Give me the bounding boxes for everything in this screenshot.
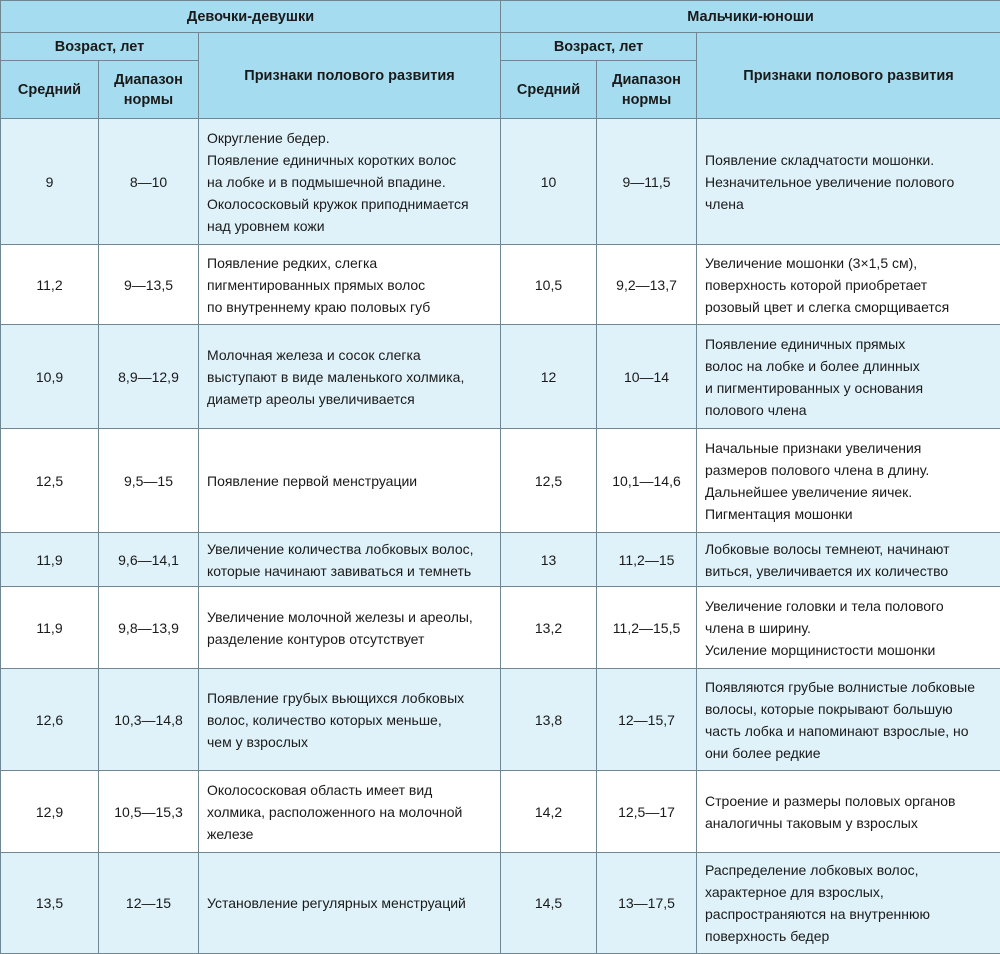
girls-signs-cell — [199, 245, 501, 325]
sign-line: размеров полового члена в длину. — [705, 459, 994, 481]
sign-line: Увеличение количества лобковых волос, — [207, 538, 494, 560]
boys-mean-cell: 13,2 — [501, 587, 597, 669]
sign-line: характерное для взрослых, — [705, 881, 994, 903]
boys-range-cell: 10—14 — [597, 325, 697, 429]
sign-line: Округление бедер. — [207, 127, 494, 149]
sign-line: виться, увеличивается их количество — [705, 560, 994, 582]
girls-mean-cell: 10,9 — [1, 325, 99, 429]
girls-signs-cell — [199, 587, 501, 669]
girls-signs-cell — [199, 429, 501, 533]
girls-range-cell: 9,8—13,9 — [99, 587, 199, 669]
sign-line: поверхность бедер — [705, 925, 994, 947]
sign-line: Распределение лобковых волос, — [705, 859, 994, 881]
sign-line: Появление грубых вьющихся лобковых — [207, 687, 494, 709]
girls-mean-header: Средний — [1, 61, 99, 119]
boys-group-header: Мальчики-юноши — [501, 1, 1000, 33]
girls-range-cell: 8,9—12,9 — [99, 325, 199, 429]
sign-line: Лобковые волосы темнеют, начинают — [705, 538, 994, 560]
boys-range-cell: 10,1—14,6 — [597, 429, 697, 533]
sign-line: Появление складчатости мошонки. — [705, 149, 994, 171]
boys-mean-cell: 10,5 — [501, 245, 597, 325]
table-row — [1, 325, 1000, 429]
sign-line: Околососковая область имеет вид — [207, 779, 494, 801]
boys-signs-cell — [697, 669, 1000, 771]
boys-range-header-line2: нормы — [622, 92, 671, 108]
sign-line: Молочная железа и сосок слегка — [207, 344, 494, 366]
table-row — [1, 771, 1000, 853]
boys-mean-cell: 14,2 — [501, 771, 597, 853]
girls-range-cell: 8—10 — [99, 119, 199, 245]
boys-signs-cell — [697, 587, 1000, 669]
sign-line: члена — [705, 193, 994, 215]
boys-mean-cell: 13 — [501, 533, 597, 587]
boys-range-cell: 11,2—15 — [597, 533, 697, 587]
boys-range-header — [597, 61, 697, 119]
sign-line: поверхность которой приобретает — [705, 274, 994, 296]
girls-group-header: Девочки-девушки — [1, 1, 501, 33]
girls-range-header-line2: нормы — [124, 92, 173, 108]
boys-range-cell: 11,2—15,5 — [597, 587, 697, 669]
sign-line: Усиление морщинистости мошонки — [705, 639, 994, 661]
boys-mean-cell: 13,8 — [501, 669, 597, 771]
sign-line: Увеличение головки и тела полового — [705, 595, 994, 617]
sign-line: волос, количество которых меньше, — [207, 709, 494, 731]
girls-signs-cell — [199, 669, 501, 771]
sign-line: Появляются грубые волнистые лобковые — [705, 676, 994, 698]
girls-signs-cell — [199, 853, 501, 954]
girls-range-cell: 12—15 — [99, 853, 199, 954]
sign-line: железе — [207, 823, 494, 845]
table-row — [1, 429, 1000, 533]
girls-range-cell: 9—13,5 — [99, 245, 199, 325]
table-row — [1, 245, 1000, 325]
girls-range-cell: 10,5—15,3 — [99, 771, 199, 853]
sign-line: диаметр ареолы увеличивается — [207, 388, 494, 410]
girls-signs-header: Признаки полового развития — [199, 33, 501, 119]
girls-range-header — [99, 61, 199, 119]
girls-signs-cell — [199, 325, 501, 429]
table-row — [1, 853, 1000, 954]
sign-line: волос на лобке и более длинных — [705, 355, 994, 377]
sign-line: полового члена — [705, 399, 994, 421]
girls-age-header: Возраст, лет — [1, 33, 199, 61]
girls-range-cell: 9,6—14,1 — [99, 533, 199, 587]
boys-mean-cell: 10 — [501, 119, 597, 245]
sign-line: они более редкие — [705, 742, 994, 764]
sign-line: и пигментированных у основания — [705, 377, 994, 399]
girls-signs-cell — [199, 119, 501, 245]
girls-mean-cell: 11,9 — [1, 587, 99, 669]
girls-mean-cell: 11,9 — [1, 533, 99, 587]
boys-range-cell: 12—15,7 — [597, 669, 697, 771]
girls-mean-cell: 11,2 — [1, 245, 99, 325]
boys-mean-header: Средний — [501, 61, 597, 119]
sign-line: холмика, расположенного на молочной — [207, 801, 494, 823]
sign-line: часть лобка и напоминают взрослые, но — [705, 720, 994, 742]
boys-signs-header: Признаки полового развития — [697, 33, 1000, 119]
sign-line: Увеличение молочной железы и ареолы, — [207, 606, 494, 628]
sign-line: над уровнем кожи — [207, 215, 494, 237]
table-row — [1, 533, 1000, 587]
girls-mean-cell: 13,5 — [1, 853, 99, 954]
girls-range-header-line1: Диапазон — [114, 72, 183, 88]
sign-line: на лобке и в подмышечной впадине. — [207, 171, 494, 193]
girls-signs-cell — [199, 771, 501, 853]
sign-line: которые начинают завиваться и темнеть — [207, 560, 494, 582]
sign-line: чем у взрослых — [207, 731, 494, 753]
sign-line: по внутреннему краю половых губ — [207, 296, 494, 318]
boys-signs-cell — [697, 853, 1000, 954]
girls-range-cell: 9,5—15 — [99, 429, 199, 533]
sign-line: пигментированных прямых волос — [207, 274, 494, 296]
table-body — [1, 119, 1000, 954]
girls-mean-cell: 12,5 — [1, 429, 99, 533]
girls-mean-cell: 9 — [1, 119, 99, 245]
sign-line: Появление первой менструации — [207, 470, 494, 492]
boys-range-cell: 9,2—13,7 — [597, 245, 697, 325]
table-header — [1, 1, 1000, 119]
boys-signs-cell — [697, 429, 1000, 533]
sign-line: аналогичны таковым у взрослых — [705, 812, 994, 834]
boys-mean-cell: 12,5 — [501, 429, 597, 533]
boys-signs-cell — [697, 771, 1000, 853]
girls-range-cell: 10,3—14,8 — [99, 669, 199, 771]
sign-line: Появление единичных коротких волос — [207, 149, 494, 171]
table-row — [1, 119, 1000, 245]
table-row — [1, 587, 1000, 669]
boys-signs-cell — [697, 245, 1000, 325]
sign-line: члена в ширину. — [705, 617, 994, 639]
boys-signs-cell — [697, 533, 1000, 587]
sign-line: Околососковый кружок приподнимается — [207, 193, 494, 215]
sign-line: Появление редких, слегка — [207, 252, 494, 274]
sign-line: Появление единичных прямых — [705, 333, 994, 355]
girls-mean-cell: 12,9 — [1, 771, 99, 853]
boys-mean-cell: 12 — [501, 325, 597, 429]
boys-mean-cell: 14,5 — [501, 853, 597, 954]
table-row — [1, 669, 1000, 771]
boys-range-cell: 13—17,5 — [597, 853, 697, 954]
boys-range-cell: 9—11,5 — [597, 119, 697, 245]
boys-signs-cell — [697, 119, 1000, 245]
sign-line: Установление регулярных менструаций — [207, 892, 494, 914]
sign-line: распространяются на внутреннюю — [705, 903, 994, 925]
sign-line: разделение контуров отсутствует — [207, 628, 494, 650]
girls-signs-cell — [199, 533, 501, 587]
girls-mean-cell: 12,6 — [1, 669, 99, 771]
sign-line: Пигментация мошонки — [705, 503, 994, 525]
sign-line: Дальнейшее увеличение яичек. — [705, 481, 994, 503]
boys-age-header: Возраст, лет — [501, 33, 697, 61]
sign-line: Незначительное увеличение полового — [705, 171, 994, 193]
sign-line: волосы, которые покрывают большую — [705, 698, 994, 720]
sign-line: розовый цвет и слегка сморщивается — [705, 296, 994, 318]
sign-line: выступают в виде маленького холмика, — [207, 366, 494, 388]
boys-range-header-line1: Диапазон — [612, 72, 681, 88]
boys-signs-cell — [697, 325, 1000, 429]
boys-range-cell: 12,5—17 — [597, 771, 697, 853]
sign-line: Строение и размеры половых органов — [705, 790, 994, 812]
sign-line: Увеличение мошонки (3×1,5 см), — [705, 252, 994, 274]
sign-line: Начальные признаки увеличения — [705, 437, 994, 459]
